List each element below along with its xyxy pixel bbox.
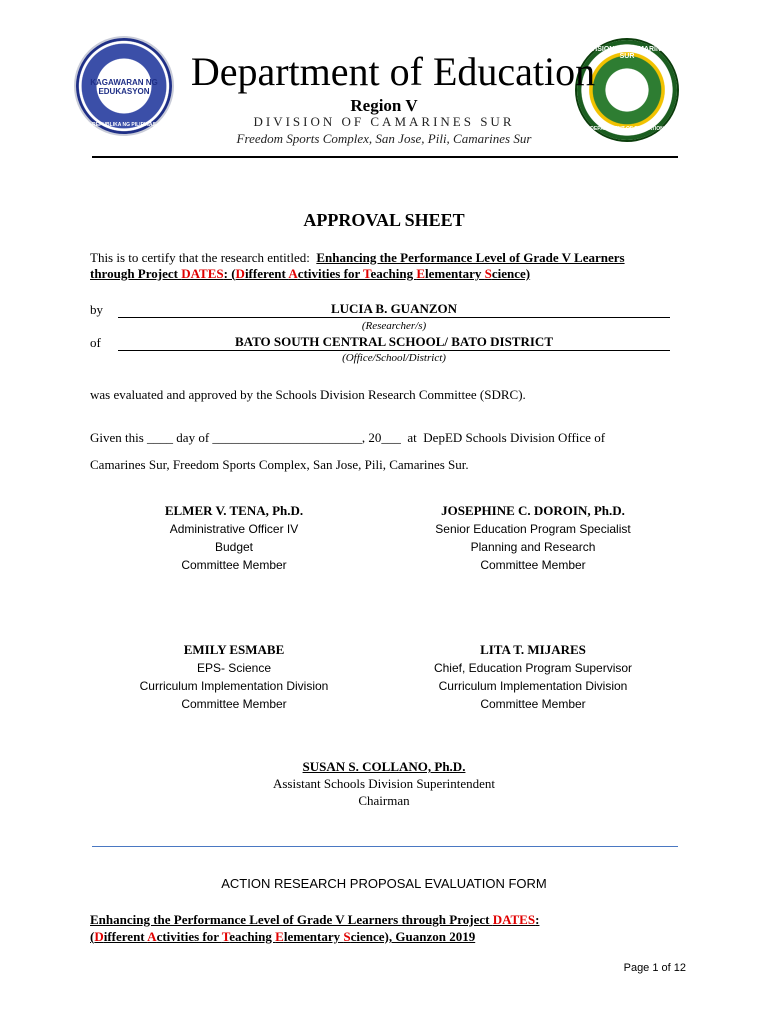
signatory-role: Committee Member [480,697,586,711]
division-label: DIVISION OF CAMARINES SUR [253,114,515,129]
signatory-role: Committee Member [480,558,586,572]
certify-paragraph [90,250,690,282]
of-label: of [90,335,101,350]
seal-left-text: KAGAWARAN NG EDUKASYON [90,78,158,96]
signatory-name: ELMER V. TENA, Ph.D. [164,503,304,518]
seal-right-bottom-text: DEPARTMENT OF EDUCATION [590,126,664,132]
seal-left-bottom-text: REPUBLIKA NG PILIPINAS [92,122,156,128]
signatory-block [383,502,683,574]
signatory-name: LITA T. MIJARES [480,642,586,657]
approval-sheet-title: APPROVAL SHEET [303,210,465,230]
chairman-block [184,758,584,809]
evaluation-form-title: ACTION RESEARCH PROPOSAL EVALUATION FORM [221,876,547,891]
signatory-unit: Curriculum Implementation Division [438,679,628,693]
researcher-caption: (Researcher/s) [361,320,427,332]
evaluated-text: was evaluated and approved by the Schools Division Research Committee (SDRC). [90,387,526,402]
signatory-role: Committee Member [181,558,287,572]
researcher-name: LUCIA B. GUANZON [330,301,458,316]
signatory-block [84,502,384,574]
form-divider [92,846,678,847]
research-title-line2: through Project DATES: (Different Activities for Teaching Elementary Science) [90,266,531,281]
signatory-block [383,641,683,713]
signatory-position: Administrative Officer IV [169,522,299,536]
office-name: BATO SOUTH CENTRAL SCHOOL/ BATO DISTRICT [235,334,553,349]
footer-title-line2: (Different Activities for Teaching Elementary Science), Guanzon 2019 [90,929,476,944]
signatory-unit: Budget [214,540,254,554]
by-label: by [90,302,103,317]
chairman-name: SUSAN S. COLLANO, Ph.D. [302,759,466,774]
office-caption: (Office/School/District) [342,352,446,364]
signatory-role: Committee Member [181,697,287,711]
given-line-2: Camarines Sur, Freedom Sports Complex, San Jose, Pili, Camarines Sur. [90,457,469,472]
footer-title-line1: Enhancing the Performance Level of Grade V Learners through Project DATES: [90,912,540,927]
research-title-line1: Enhancing the Performance Level of Grade V Learners [316,250,625,265]
signatory-position: Senior Education Program Specialist [435,522,631,536]
signatory-block [84,641,384,713]
signatory-name: EMILY ESMABE [183,642,285,657]
page-number: Page 1 of 12 [623,962,686,974]
department-title: Department of Education [190,49,596,94]
signatory-position: EPS- Science [196,661,272,675]
header-divider [92,156,678,158]
chairman-role: Chairman [358,793,410,808]
certify-text: This is to certify that the research entitled: [90,250,310,265]
region-label: Region V [350,96,418,115]
research-title-footer [90,911,690,945]
given-line: Given this ____ day of _______________________, 20___ at DepED Schools Division Office of [90,430,606,445]
signatory-unit: Curriculum Implementation Division [139,679,329,693]
seal-right-text: DIVISION OF CAMARINES SUR [583,46,671,60]
signatory-unit: Planning and Research [470,540,596,554]
address-line: Freedom Sports Complex, San Jose, Pili, Camarines Sur [236,131,532,146]
signatory-name: JOSEPHINE C. DOROIN, Ph.D. [441,503,625,518]
chairman-position: Assistant Schools Division Superintendent [272,776,496,791]
signatory-position: Chief, Education Program Supervisor [433,661,633,675]
